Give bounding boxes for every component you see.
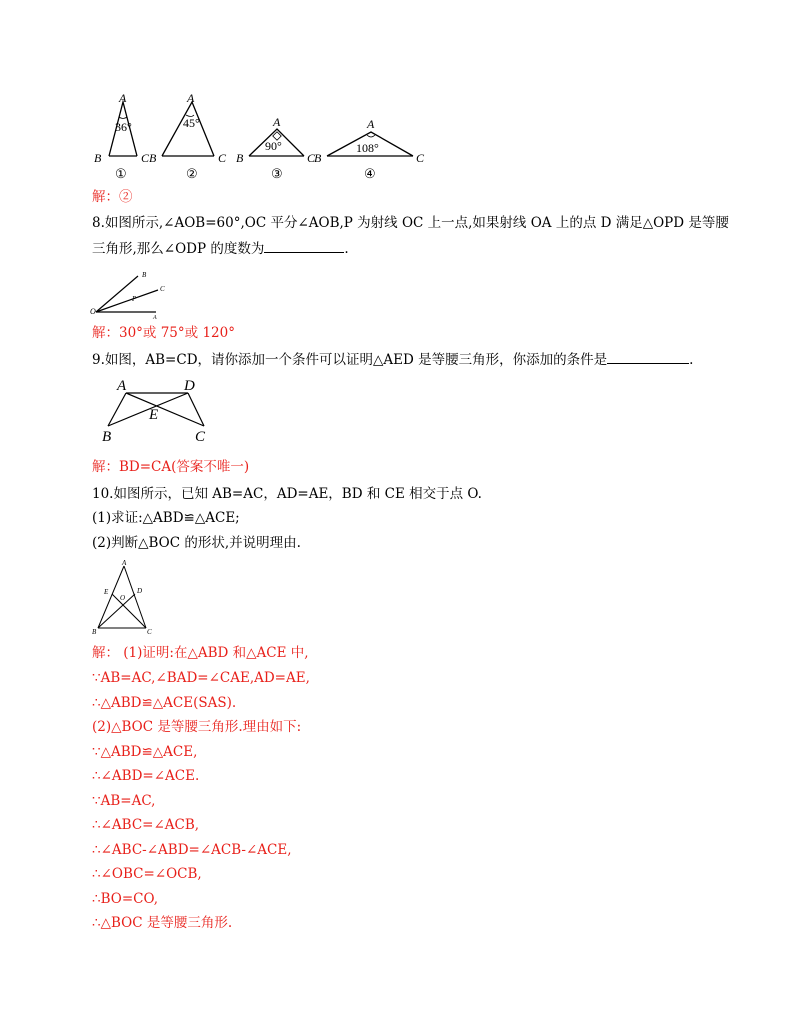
q9-text	[92, 351, 693, 369]
point-label-c: C	[195, 429, 206, 445]
point-label-a: A	[153, 315, 157, 321]
point-label-d: D	[137, 587, 143, 595]
solution-line: (2)△BOC 是等腰三角形.理由如下:	[92, 719, 302, 735]
point-label-a: A	[122, 559, 127, 567]
q8-text-line-2	[92, 240, 349, 258]
figure-number: ②	[186, 166, 198, 181]
q8-answer: 解：30°或 75°或 120°	[92, 325, 235, 341]
solution-line: ∵△ABD≌△ACE,	[92, 744, 198, 760]
point-label-b: B	[102, 429, 112, 445]
angle-bisector-figure	[88, 270, 188, 322]
solution-line: ∵AB=AC,	[92, 793, 156, 809]
vertex-label-b: B	[236, 151, 244, 165]
point-label-a: A	[117, 378, 127, 394]
vertex-label-b: B	[149, 151, 157, 165]
vertex-label-c: C	[218, 151, 227, 165]
vertex-label-a: A	[187, 91, 195, 105]
point-label-e: E	[104, 588, 109, 596]
figure-number: ③	[271, 166, 283, 181]
vertex-label-c: C	[416, 151, 425, 165]
point-label-e: E	[149, 407, 159, 423]
vertex-label-a: A	[367, 117, 375, 131]
solution-line: ∴△ABD≌△ACE(SAS).	[92, 695, 237, 711]
q10-part-2: (2)判断△BOC 的形状,并说明理由.	[92, 535, 301, 551]
vertex-label-a: A	[119, 91, 127, 105]
answer-blank	[607, 351, 689, 364]
q8-text-part: 三角形,那么∠ODP 的度数为	[92, 241, 265, 257]
solution-line: ∴∠ABD=∠ACE.	[92, 768, 200, 784]
triangle-3	[236, 115, 316, 181]
q8-text-end: .	[344, 241, 349, 257]
q9-answer: 解：BD=CA(答案不唯一)	[92, 459, 250, 475]
angle-label: 90°	[265, 139, 282, 153]
solution-line: ∴△BOC 是等腰三角形.	[92, 915, 233, 931]
point-label-p: P	[132, 295, 137, 303]
solution-line: 解： (1)证明:在△ABD 和△ACE 中,	[92, 645, 309, 661]
q9-text-end: .	[689, 352, 694, 368]
angle-label: 108°	[356, 141, 379, 155]
solution-line: ∴∠ABC=∠ACB,	[92, 817, 200, 833]
angle-label: 45°	[183, 116, 200, 130]
vertex-label-b: B	[94, 151, 102, 165]
solution-line: ∴∠ABC-∠ABD=∠ACB-∠ACE,	[92, 842, 292, 858]
answer-blank	[264, 240, 344, 253]
figure-number: ④	[364, 166, 376, 181]
triangle-2	[149, 91, 227, 181]
point-label-c: C	[147, 628, 152, 636]
q10-part-1: (1)求证:△ABD≌△ACE;	[92, 510, 240, 526]
q10-text: 10.如图所示，已知 AB=AC，AD=AE，BD 和 CE 相交于点 O.	[92, 486, 482, 502]
figure-number: ①	[115, 166, 127, 181]
angle-label: 36°	[115, 120, 132, 134]
triangle-4	[314, 117, 425, 181]
point-label-d: D	[184, 378, 195, 394]
triangles-figure	[88, 90, 428, 182]
q9-text-part: 9.如图，AB=CD，请你添加一个条件可以证明△AED 是等腰三角形，你添加的条件是	[92, 352, 608, 368]
ab-cd-figure	[96, 374, 226, 448]
solution-line: ∴∠OBC=∠OCB,	[92, 866, 202, 882]
solution-line: ∴BO=CO,	[92, 891, 159, 907]
point-label-o: O	[90, 307, 96, 316]
q7-answer: 解：②	[92, 189, 133, 205]
vertex-label-c: C	[307, 151, 316, 165]
q8-text-line-1: 8.如图所示,∠AOB=60°,OC 平分∠AOB,P 为射线 OC 上一点,如果射线 OA 上的点 D 满足△OPD 是等腰	[92, 215, 729, 231]
point-label-b: B	[92, 628, 97, 636]
point-label-b: B	[142, 271, 147, 279]
point-label-o: O	[120, 594, 126, 602]
triangle-1	[94, 91, 150, 181]
vertex-label-a: A	[273, 115, 281, 129]
solution-line: ∵AB=AC,∠BAD=∠CAE,AD=AE,	[92, 670, 310, 686]
isosceles-figure	[88, 558, 160, 638]
point-label-c: C	[160, 285, 165, 293]
vertex-label-c: C	[141, 151, 150, 165]
vertex-label-b: B	[314, 151, 322, 165]
